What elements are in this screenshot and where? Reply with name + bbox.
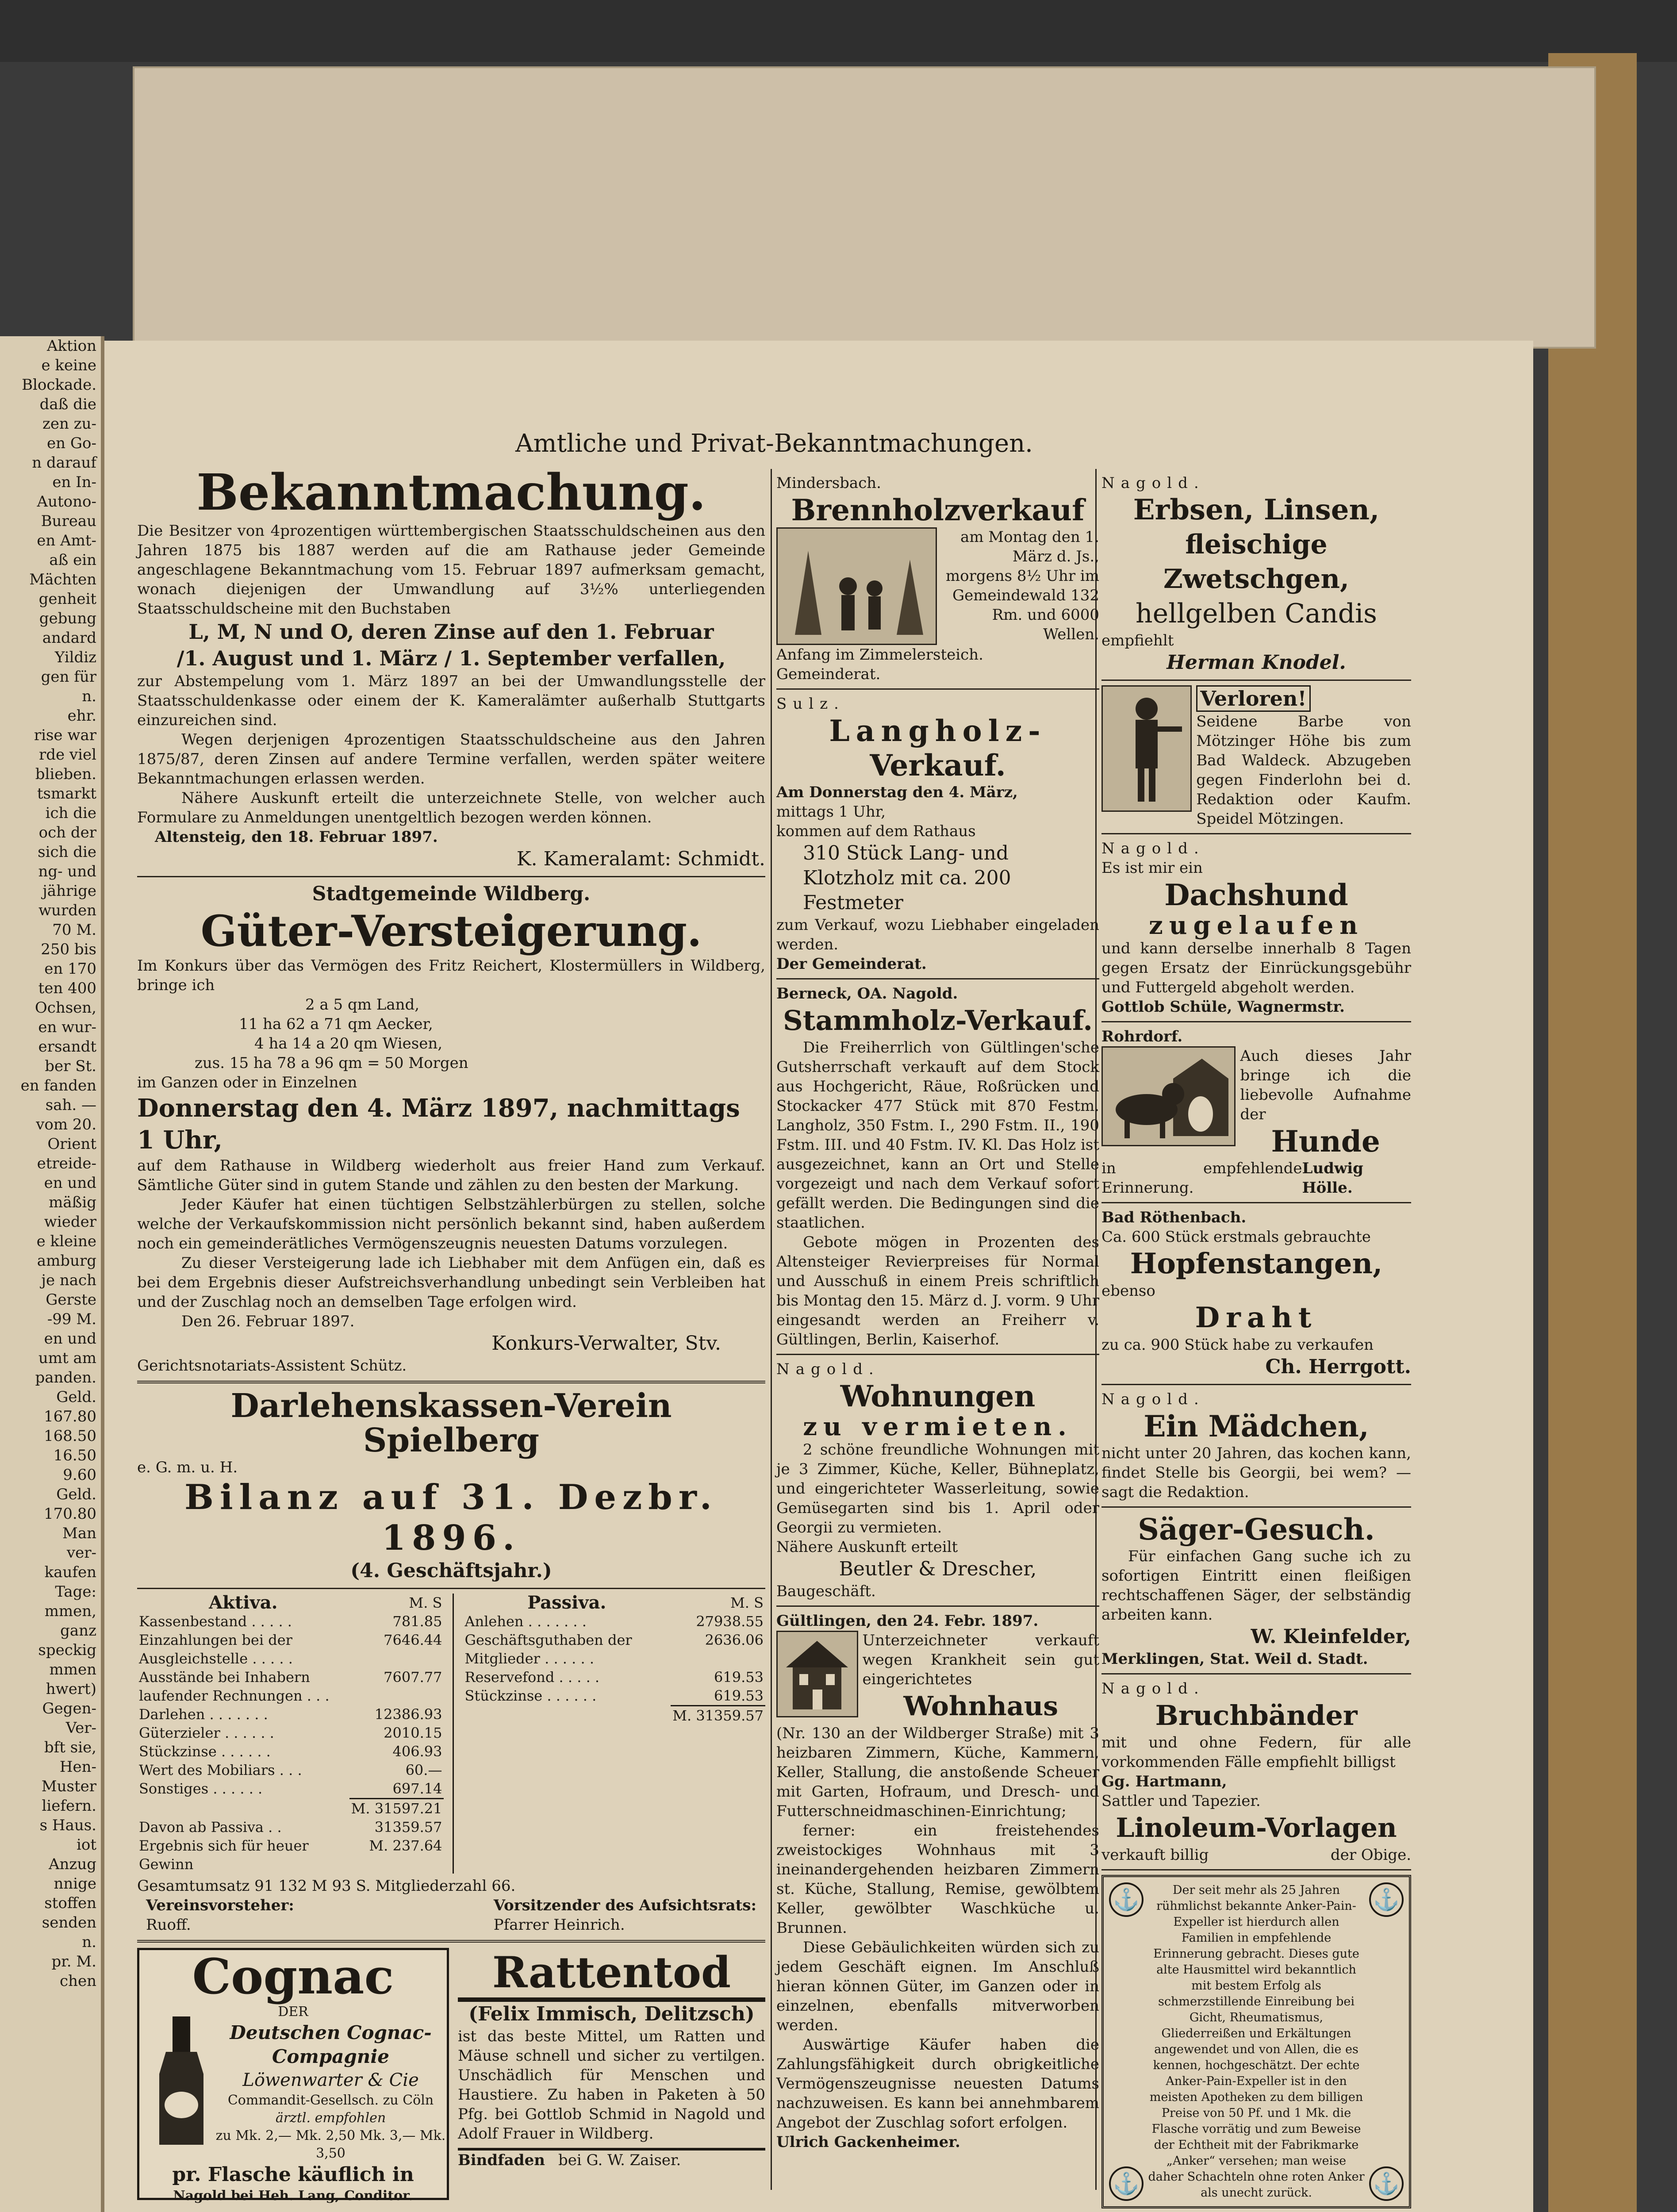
left-page-text: daß die: [39, 396, 96, 413]
left-page-text: -99 M.: [47, 1310, 96, 1328]
dachshund-place: Nagold.: [1101, 840, 1205, 857]
town-crier-illustration: [1101, 685, 1192, 812]
langholz-signature: Der Gemeinderat.: [776, 955, 927, 973]
langholz-text: kommen auf dem Rathaus: [776, 822, 976, 840]
left-page-text: en und: [44, 1174, 96, 1192]
left-page-text: pr. M.: [51, 1953, 96, 1970]
aktiva-label: Wert des Mobiliars . . .: [139, 1762, 302, 1778]
versteigerung-text: Zu dieser Versteigerung lade ich Liebhaber mit dem Anfügen ein, daß es bei dem Ergebnis dieser Aufstreichsverhandlung unbedingt sein Verbleiben hat und der Zuschlag noch an demselben Tage erfolgen wird.: [137, 1254, 765, 1311]
aktiva-label: Sonstiges . . . . . .: [139, 1780, 263, 1797]
hopfen-pre: Ca. 600 Stück erstmals gebrauchte: [1101, 1228, 1371, 1246]
stammholz-text-2: Gebote mögen in Prozenten des Altensteiger Revierpreises für Normal und Ausschuß in einem Preis schriftlich bis Montag den 15. März d. J. vorm. 9 Uhr eingesandt werden an Freiherr v. Gültlingen, Berlin, Kaiserhof.: [776, 1233, 1099, 1348]
left-page-text: en 170: [44, 960, 96, 978]
aktiva-label: Darlehen . . . . . . .: [139, 1706, 268, 1723]
wohnhaus-signature: Ulrich Gackenheimer.: [776, 2133, 960, 2151]
column-3: [1101, 473, 1411, 2208]
page-header: Amtliche und Privat-Bekanntmachungen.: [515, 429, 1033, 458]
hopfen-signature: Ch. Herrgott.: [1265, 1356, 1411, 1378]
bilanz-year: (4. Geschäftsjahr.): [350, 1559, 552, 1582]
versteigerung-total: zus. 15 ha 78 a 96 qm = 50 Morgen: [195, 1054, 468, 1072]
left-page-text: Gerste: [46, 1291, 96, 1309]
aufsichtsrat-label: Vorsitzender des Aufsichtsrats:: [493, 1897, 756, 1914]
maedchen-text: nicht unter 20 Jahren, das kochen kann, findet Stelle bis Georgii, bei wem? — sagt die Redaktion.: [1101, 1444, 1411, 1501]
hopfen-text: zu ca. 900 Stück habe zu verkaufen: [1101, 1336, 1374, 1354]
bekanntmachung-dates: /1. August und 1. März / 1. September verfallen,: [177, 646, 726, 670]
aktiva-label: Güterzieler . . . . . .: [139, 1724, 274, 1741]
erbsen-place: Nagold.: [1101, 474, 1205, 492]
langholz-items: 310 Stück Lang- und Klotzholz mit ca. 200 Festmeter: [803, 842, 1011, 914]
aktiva-label: Ausstände bei Inhabern laufender Rechnungen . . .: [139, 1669, 330, 1704]
left-page-text: Geld.: [56, 1388, 96, 1406]
ab-passiva-value: 31359.57: [374, 1819, 442, 1836]
bruchbaender-title: Bruchbänder: [1155, 1699, 1358, 1732]
bekanntmachung-text: zur Abstempelung vom 1. März 1897 an bei der Umwandlungsstelle der Staatsschuldenkasse oder einem der K. Kameralämter außerhalb Stuttgarts einzureichen sind.: [137, 672, 765, 729]
cognac-arzt: ärztl. empfohlen: [275, 2110, 386, 2126]
left-page-text: mäßig: [49, 1194, 96, 1211]
currency-header: M. S: [409, 1594, 442, 1611]
rattentod-firm: (Felix Immisch, Delitzsch): [468, 2003, 755, 2025]
left-page-text: gen für: [41, 668, 96, 686]
left-page-text: Anzug: [48, 1855, 96, 1873]
left-page-text: Man: [62, 1525, 96, 1542]
maedchen-title: Ein Mädchen,: [1144, 1409, 1369, 1444]
hopfen-place: Bad Röthenbach.: [1101, 1209, 1247, 1226]
passiva-row: [463, 1668, 765, 1686]
wohnhaus-title: Wohnhaus: [903, 1691, 1059, 1722]
left-page-text: 170.80: [44, 1505, 96, 1523]
versteigerung-date-line: Den 26. Februar 1897.: [181, 1313, 355, 1330]
left-page-text: genheit: [38, 590, 96, 608]
bindfaden-line: [458, 2148, 765, 2170]
left-page-text: Orient: [47, 1135, 96, 1153]
dachshund-subtitle: zugelaufen: [1148, 911, 1364, 940]
ab-passiva-label: Davon ab Passiva . .: [139, 1819, 282, 1836]
left-page-text: Mächten: [29, 571, 96, 588]
aktiva-label: Kassenbestand . . . . .: [139, 1613, 292, 1630]
left-page-text: n darauf: [32, 454, 96, 472]
langholz-place: Sulz.: [776, 695, 845, 713]
cognac-firm: Deutschen Cognac-Compagnie: [230, 2022, 432, 2067]
column-rule: [771, 469, 772, 2190]
versteigerung-signature: Konkurs-Verwalter, Stv.: [491, 1332, 721, 1355]
left-page-text: nnige: [54, 1875, 96, 1893]
passiva-value: 2636.06: [705, 1632, 764, 1648]
hopfen-ebenso: ebenso: [1101, 1282, 1155, 1300]
passiva-value: 27938.55: [696, 1613, 764, 1630]
left-page-text: ng- und: [38, 863, 96, 880]
passiva-label: Anlehen . . . . . . .: [464, 1613, 587, 1630]
langholz-title-2: Verkauf.: [870, 748, 1006, 783]
left-page-text: kaufen: [44, 1563, 96, 1581]
left-page-text: en und: [44, 1330, 96, 1348]
aktiva-row: [137, 1612, 444, 1631]
left-page-text: Tage:: [55, 1583, 96, 1601]
stammholz-title: Stammholz-Verkauf.: [783, 1004, 1093, 1037]
passiva-row: [463, 1686, 765, 1706]
saeger-signature: W. Kleinfelder,: [1251, 1625, 1411, 1648]
bruchbaender-text: mit und ohne Federn, für alle vorkommenden Fälle empfiehlt billigst: [1101, 1734, 1411, 1771]
saeger-title: Säger-Gesuch.: [1138, 1512, 1375, 1547]
wohnungen-text: 2 schöne freundliche Wohnungen mit je 3 Zimmer, Küche, Keller, Bühneplatz, und eingerichteter Wasserleitung, sowie Gemüsegarten sind bis 1. April oder Georgii zu vermieten.: [776, 1441, 1099, 1536]
dog-kennel-illustration: [1101, 1046, 1236, 1146]
passiva-value: 619.53: [714, 1669, 764, 1686]
aktiva-value: 2010.15: [384, 1724, 442, 1741]
left-page-text: rise war: [34, 726, 96, 744]
bindfaden-text: bei G. W. Zaiser.: [558, 2151, 681, 2169]
dachshund-title: Dachshund: [1164, 878, 1348, 912]
cognac-shop: Nagold bei Heh. Lang, Conditor.: [173, 2188, 413, 2204]
passiva-total: M. 31359.57: [671, 1706, 765, 1725]
langholz-time: mittags 1 Uhr,: [776, 803, 886, 821]
saeger-signature-2: Merklingen, Stat. Weil d. Stadt.: [1101, 1650, 1368, 1668]
bilanz-title: Bilanz auf 31. Dezbr. 1896.: [184, 1477, 718, 1558]
left-page-text: panden.: [35, 1369, 96, 1386]
left-page-text: 167.80: [44, 1408, 96, 1425]
hunde-title: Hunde: [1271, 1124, 1380, 1159]
left-page-text: iot: [76, 1836, 96, 1854]
aktiva-header: Aktiva.: [209, 1592, 278, 1613]
left-page-fragment: [0, 336, 103, 2212]
aktiva-label: Einzahlungen bei der Ausgleichstelle . . . . .: [139, 1632, 293, 1667]
left-page-text: liefern.: [42, 1797, 96, 1815]
versteigerung-item: 11 ha 62 a 71 qm Aecker,: [239, 1015, 433, 1033]
cognac-der: DER: [278, 2004, 308, 2020]
left-page-text: Muster: [41, 1778, 96, 1795]
wohnungen-title: Wohnungen: [840, 1379, 1036, 1413]
left-page-text: wieder: [44, 1213, 96, 1231]
erbsen-empfiehlt: empfiehlt: [1101, 632, 1174, 649]
aktiva-row: [137, 1705, 444, 1724]
versteigerung-item: 4 ha 14 a 20 qm Wiesen,: [254, 1035, 443, 1052]
erbsen-line-2: fleischige Zwetschgen,: [1163, 529, 1349, 595]
bottle-icon: [148, 2016, 215, 2149]
versteigerung-item: 2 a 5 qm Land,: [305, 996, 420, 1014]
bruchbaender-signature-2: Sattler und Tapezier.: [1101, 1792, 1261, 1810]
left-page-text: en wur-: [38, 1018, 96, 1036]
anchor-icon: ⚓: [1369, 2166, 1404, 2201]
rattentod-ad: [458, 1948, 765, 2200]
passiva-side: [463, 1594, 765, 1874]
book-gutter: [101, 336, 104, 2212]
left-page-text: 250 bis: [41, 941, 96, 958]
aufsichtsrat-name: Pfarrer Heinrich.: [493, 1916, 625, 1934]
hopfen-title: Hopfenstangen,: [1130, 1247, 1383, 1280]
bekanntmachung-text: Nähere Auskunft erteilt die unterzeichnete Stelle, von welcher auch Formulare zu Anmeldungen unentgeltlich bezogen werden können.: [137, 789, 765, 826]
gewinn-value: M. 237.64: [369, 1837, 442, 1854]
wohnungen-info: Nähere Auskunft erteilt: [776, 1538, 958, 1556]
left-page-text: aß ein: [49, 551, 96, 569]
left-page-text: Ver-: [65, 1719, 96, 1737]
left-page-text: stoffen: [44, 1894, 96, 1912]
verloren-word: Verloren!: [1196, 685, 1310, 712]
umsatz-line: Gesamtumsatz 91 132 M 93 S. Mitgliederzahl 66.: [137, 1877, 516, 1895]
gewinn-label: Ergebnis sich für heuer Gewinn: [139, 1837, 309, 1873]
left-page-text: speckig: [38, 1641, 96, 1659]
passiva-value: 619.53: [714, 1687, 764, 1704]
brennholz-text: am Montag den 1. März d. Js., morgens 8½ Uhr im Gemeindewald 132 Rm. und 6000 Wellen.: [945, 528, 1099, 643]
left-page-text: vom 20.: [36, 1116, 96, 1133]
erbsen-line-1: Erbsen, Linsen,: [1133, 493, 1380, 526]
wohnungen-place: Nagold.: [776, 1360, 880, 1378]
house-illustration: [776, 1631, 858, 1717]
maedchen-place: Nagold.: [1101, 1390, 1205, 1408]
brennholz-signature: Gemeinderat.: [776, 665, 881, 683]
aktiva-row: [137, 1779, 444, 1799]
aktiva-value: 697.14: [392, 1780, 442, 1797]
dachshund-text: und kann derselbe innerhalb 8 Tagen gegen Ersatz der Einrückungsgebühr und Futtergeld abgeholt werden.: [1101, 940, 1411, 996]
left-page-text: en In-: [52, 473, 96, 491]
aktiva-value: 406.93: [392, 1743, 442, 1760]
passiva-label: Reservefond . . . . .: [464, 1669, 600, 1686]
bilanz-signatures: [137, 1896, 765, 1935]
langholz-text-2: zum Verkauf, wozu Liebhaber eingeladen werden.: [776, 916, 1099, 953]
left-page-text: zen zu-: [42, 415, 96, 433]
aktiva-value: 7607.77: [384, 1669, 442, 1686]
dachshund-signature: Gottlob Schüle, Wagnermstr.: [1101, 998, 1345, 1016]
left-page-text: e keine: [41, 357, 96, 374]
left-page-text: ehr.: [67, 707, 96, 725]
left-page-text: mmen,: [44, 1602, 96, 1620]
wohnhaus-intro: Unterzeichneter verkauft wegen Krankheit sein gut eingerichtetes: [862, 1632, 1099, 1688]
left-page-text: 9.60: [63, 1466, 96, 1484]
brennholz-place: Mindersbach.: [776, 474, 881, 492]
left-page-text: blieben.: [35, 765, 96, 783]
verloren-text: Seidene Barbe von Mötzinger Höhe bis zum Bad Waldeck. Abzugeben gegen Finderlohn bei d. Redaktion oder Kaufm. Speidel Mötzingen.: [1196, 713, 1411, 828]
versteigerung-signature-2: Gerichtsnotariats-Assistent Schütz.: [137, 1357, 407, 1375]
vorsteher-label: Vereinsvorsteher:: [146, 1897, 294, 1914]
versteigerung-place: Stadtgemeinde Wildberg.: [312, 883, 591, 905]
bekanntmachung-signature: K. Kameralamt: Schmidt.: [516, 848, 765, 870]
left-page-text: en Go-: [47, 434, 96, 452]
passiva-label: Geschäftsguthaben der Mitglieder . . . . . .: [464, 1632, 632, 1667]
passiva-row: [463, 1612, 765, 1631]
column-2: [776, 473, 1099, 2152]
aktiva-row: [137, 1631, 444, 1668]
left-page-text: 168.50: [44, 1427, 96, 1445]
book-cover-edge: [1548, 53, 1637, 2212]
left-page-text: hwert): [46, 1680, 96, 1698]
next-page-edge: [133, 66, 1596, 349]
aktiva-row: [137, 1761, 444, 1779]
darlehenskasse-title: Darlehenskassen-Verein Spielberg: [230, 1387, 672, 1459]
left-page-text: Autono-: [37, 493, 96, 511]
anchor-icon: ⚓: [1109, 2166, 1144, 2201]
anchor-icon: ⚓: [1369, 1882, 1404, 1917]
aktiva-row: [137, 1724, 444, 1742]
left-page-text: wurden: [38, 902, 96, 919]
left-page-text: umt am: [38, 1349, 96, 1367]
brennholz-title: Brennholzverkauf: [791, 493, 1085, 527]
left-page-text: sich die: [38, 843, 96, 861]
rattentod-text: ist das beste Mittel, um Ratten und Mäuse schnell und sicher zu vertilgen. Unschädlich für Menschen und Haustiere. Zu haben in Paketen à 50 Pfg. bei Gottlob Schmid in Nagold und Adolf Frauer in Wildberg.: [458, 2028, 765, 2143]
linoleum-title: Linoleum-Vorlagen: [1116, 1813, 1397, 1843]
passiva-header: Passiva.: [527, 1592, 606, 1613]
versteigerung-text: Jeder Käufer hat einen tüchtigen Selbstzählerbürgen zu stellen, solche welche der Verkaufskommission nicht persönlich bekannt sind, haben außerdem noch ein gemeinderätliches Vermögenszeugnis neuesten Datums vorzulegen.: [137, 1196, 765, 1252]
aktiva-value: 60.—: [405, 1762, 442, 1778]
aktiva-value: 7646.44: [384, 1632, 442, 1648]
dachshund-pre: Es ist mir ein: [1101, 859, 1203, 877]
anchor-icon: ⚓: [1109, 1882, 1144, 1917]
forest-illustration: [776, 527, 937, 645]
wohnhaus-text-4: Auswärtige Käufer haben die Zahlungsfähigkeit durch obrigkeitliche Vermögenszeugnisse neuesten Datums nachzuweisen. Es kann bei annehmbarem Angebot der Zuschlag sofort erfolgen.: [776, 2036, 1099, 2131]
left-page-text: Ochsen,: [35, 999, 96, 1017]
left-page-text: ersandt: [38, 1038, 96, 1056]
versteigerung-title: Güter-Versteigerung.: [200, 906, 702, 956]
left-page-text: andard: [42, 629, 96, 647]
wohnhaus-text: (Nr. 130 an der Wildberger Straße) mit 3 heizbaren Zimmern, Küche, Kammern, Keller, Stallung, die anstoßende Scheuer mit Garten, Hofraum, und Dresch- und Futterschneidmaschinen-Einrichtung;: [776, 1724, 1099, 1820]
left-page-text: Hen-: [59, 1758, 96, 1776]
bekanntmachung-text: Die Besitzer von 4prozentigen württembergischen Staatsschuldscheinen aus den Jahren 1875 bis 1887 werden auf die am Rathause jeder Gemeinde angeschlagene Bekanntmachung vom 15. Februar 1897 aufmerksam gemacht, wonach diejenigen der Umwandlung auf 3½% unterliegenden Staatsschuldscheine mit den Buchstaben: [137, 522, 765, 618]
wohnhaus-place: Gültlingen, den 24. Febr. 1897.: [776, 1612, 1039, 1630]
aktiva-row: [137, 1668, 444, 1705]
left-page-text: sah. —: [45, 1096, 96, 1114]
stammholz-place: Berneck, OA. Nagold.: [776, 985, 958, 1002]
anker-ad: [1101, 1875, 1411, 2208]
aktiva-value: 781.85: [392, 1613, 442, 1630]
bruchbaender-place: Nagold.: [1101, 1680, 1205, 1697]
left-page-text: tsmarkt: [37, 785, 96, 803]
cognac-prices: zu Mk. 2,— Mk. 2,50 Mk. 3,— Mk. 3,50: [215, 2128, 446, 2161]
vorsteher-name: Ruoff.: [146, 1916, 191, 1934]
cognac-owner: Löwenwarter & Cie: [242, 2070, 419, 2090]
darlehenskasse-sub: e. G. m. u. H.: [137, 1459, 238, 1476]
hunde-text-2: in empfehlende Erinnerung.: [1101, 1160, 1302, 1197]
aktiva-total: M. 31597.21: [349, 1799, 444, 1818]
brennholz-start: Anfang im Zimmelersteich.: [776, 646, 983, 664]
left-page-text: 70 M.: [52, 921, 96, 939]
left-page-text: etreide-: [37, 1155, 96, 1172]
erbsen-signature: Herman Knodel.: [1167, 651, 1346, 674]
left-page-text: n.: [82, 1933, 96, 1951]
bottom-ads: [137, 1947, 765, 2204]
passiva-label: Stückzinse . . . . . .: [464, 1687, 597, 1704]
rattentod-title: Rattentod: [458, 1948, 765, 2002]
stammholz-text: Die Freiherrlich von Gültlingen'sche Gutsherrschaft verkauft auf dem Stock aus Hochgericht, Räue, Roßrücken und Stockacker 477 Stück mit 870 Festm. Langholz, 350 Fstm. I., 290 Fstm. II., 190 Fstm. III. und 40 Fstm. IV. Kl. Das Holz ist ausgezeichnet, kann an Ort und Stelle vorgezeigt und nach dem Verkauf sofort gefällt werden. Die Bedingungen sind die staatlichen.: [776, 1039, 1099, 1232]
bekanntmachung-text: Wegen derjenigen 4prozentigen Staatsschuldscheine aus den Jahren 1875/87, deren Zinsen auf andere Termine verfallen, werden später weitere Bekanntmachungen erlassen werden.: [137, 731, 765, 787]
linoleum-signature: der Obige.: [1330, 1846, 1411, 1864]
langholz-date: Am Donnerstag den 4. März,: [776, 783, 1018, 801]
aktiva-row: [137, 1742, 444, 1761]
wohnungen-subtitle: zu vermieten.: [803, 1412, 1073, 1441]
versteigerung-text: im Ganzen oder in Einzelnen: [137, 1074, 357, 1091]
left-page-text: jährige: [42, 882, 96, 900]
erbsen-line-3: hellgelben Candis: [1136, 598, 1377, 629]
wohnungen-firm-2: Baugeschäft.: [776, 1582, 876, 1600]
cognac-company: Commandit-Gesellsch. zu Cöln: [227, 2093, 434, 2108]
left-page-text: e kleine: [36, 1233, 96, 1250]
left-page-text: Aktion: [46, 337, 96, 355]
left-page-text: ber St.: [45, 1057, 96, 1075]
left-page-text: en Amt-: [37, 532, 96, 549]
column-1: [137, 464, 765, 2204]
left-page-text: je nach: [41, 1271, 96, 1289]
left-page-text: ich die: [45, 804, 96, 822]
left-page-text: ten 400: [38, 979, 96, 997]
left-page-text: ganz: [60, 1622, 96, 1640]
hunde-place: Rohrdorf.: [1101, 1028, 1183, 1045]
currency-header: M. S: [730, 1594, 764, 1611]
aktiva-side: [137, 1594, 444, 1874]
left-page-text: och der: [38, 824, 96, 841]
left-page-text: ver-: [66, 1544, 96, 1562]
hunde-text: Auch dieses Jahr bringe ich die liebevolle Aufnahme der: [1240, 1047, 1411, 1123]
bilanz-table: [137, 1594, 765, 1874]
left-page-text: chen: [60, 1972, 96, 1990]
aktiva-value: 12386.93: [374, 1706, 442, 1723]
bruchbaender-signature: Gg. Hartmann,: [1101, 1773, 1227, 1790]
linoleum-text: verkauft billig: [1101, 1846, 1209, 1864]
versteigerung-date: Donnerstag den 4. März 1897, nachmittags 1 Uhr,: [137, 1094, 740, 1155]
left-page-text: gebung: [39, 610, 96, 627]
wohnhaus-text-2: ferner: ein freistehendes zweistockiges Wohnhaus mit 3 ineinandergehenden heizbaren Zimmern st. Küche, Stallung, Remise, gewölbtem Keller, gewölbter Waschküche u. Brunnen.: [776, 1822, 1099, 1937]
anker-text: Der seit mehr als 25 Jahren rühmlichst bekannte Anker-Pain-Expeller ist hierdurch allen Familien in empfehlende Erinnerung gebracht. Dieses gute alte Hausmittel wird bekanntlich mit bestem Erfolg als schmerzstillende Einreibung bei Gicht, Rheumatismus, Gliederreißen und Erkältungen angewendet und von Allen, die es kennen, hochgeschätzt. Der echte Anker-Pain-Expeller ist in den meisten Apotheken zu dem billigen Preise von 50 Pf. und 1 Mk. die Flasche vorrätig und zum Beweise der Echtheit mit der Fabrikmarke „Anker“ versehen; man weise daher Schachteln ohne roten Anker als unecht zurück.: [1148, 1883, 1365, 2200]
cognac-bottle-text: pr. Flasche käuflich in: [172, 2163, 414, 2186]
left-page-text: n.: [82, 687, 96, 705]
left-page-text: rde viel: [38, 746, 96, 764]
left-page-text: bft sie,: [44, 1739, 96, 1756]
wohnhaus-text-3: Diese Gebäulichkeiten würden sich zu jedem Geschäft eignen. Im Anschluß hieran können Güter, im Ganzen oder in einzelnen, ebenfalls mitverworben werden.: [776, 1939, 1099, 2034]
left-page-text: Blockade.: [22, 376, 96, 394]
cognac-ad: [137, 1948, 449, 2204]
left-page-text: Yildiz: [54, 649, 96, 666]
bekanntmachung-date: Altensteig, den 18. Februar 1897.: [155, 828, 438, 846]
aktiva-label: Stückzinse . . . . . .: [139, 1743, 271, 1760]
left-page-text: Gegen-: [42, 1700, 96, 1717]
left-page-text: Bureau: [41, 512, 96, 530]
hunde-signature: Ludwig Hölle.: [1302, 1160, 1363, 1197]
left-page-text: mmen: [49, 1661, 96, 1678]
bekanntmachung-letters: L, M, N und O, deren Zinse auf den 1. Februar: [188, 620, 714, 644]
hopfen-draht: Draht: [1195, 1301, 1318, 1334]
bekanntmachung-title: Bekanntmachung.: [196, 464, 706, 522]
left-page-text: amburg: [37, 1252, 96, 1270]
wohnungen-firm: Beutler & Drescher,: [839, 1558, 1037, 1580]
left-page-text: senden: [42, 1914, 96, 1932]
left-page-text: 16.50: [53, 1447, 96, 1464]
passiva-row: [463, 1631, 765, 1668]
cognac-title: Cognac: [192, 1948, 394, 2005]
left-page-text: en fanden: [20, 1077, 96, 1094]
left-page-text: s Haus.: [39, 1816, 96, 1834]
langholz-title: Langholz-: [829, 714, 1047, 748]
versteigerung-text: Im Konkurs über das Vermögen des Fritz Reichert, Klostermüllers in Wildberg, bringe ich: [137, 957, 765, 994]
scanner-background: [0, 0, 1677, 62]
versteigerung-text: auf dem Rathause in Wildberg wiederholt aus freier Hand zum Verkauf. Sämtliche Güter sind in gutem Stande und zählen zu den besten der Markung.: [137, 1157, 765, 1194]
saeger-text: Für einfachen Gang suche ich zu sofortigen Eintritt einen fleißigen rechtschaffenen Säger, der selbständig arbeiten kann.: [1101, 1548, 1411, 1624]
bindfaden-label: Bindfaden: [458, 2151, 545, 2169]
left-page-text: Geld.: [56, 1486, 96, 1503]
